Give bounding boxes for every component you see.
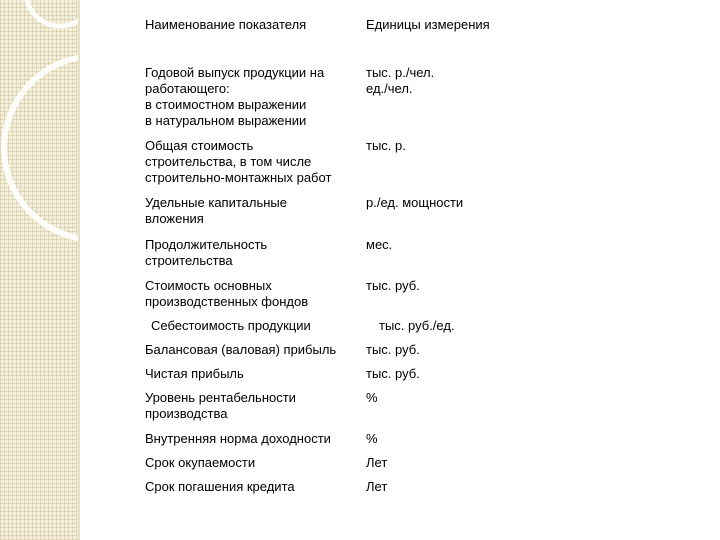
table-row: [145, 390, 665, 431]
row-unit: тыс. руб./ед.: [379, 318, 455, 333]
row-name: Внутренняя норма доходности: [145, 431, 331, 446]
strip-edge-line: [78, 0, 80, 540]
small-decorative-circle: [26, 0, 80, 26]
row-unit: тыс. руб.: [366, 278, 420, 293]
row-unit: тыс. р.: [366, 138, 406, 153]
row-unit: Лет: [366, 455, 388, 470]
table-row: [145, 479, 665, 503]
row-unit: %: [366, 390, 378, 405]
table-header-row: [145, 17, 665, 65]
row-unit: тыс. руб.: [366, 366, 420, 381]
row-name: Годовой выпуск продукции на работающего: в стоимостном выражении в натуральном выражении: [145, 65, 325, 128]
table-row: [145, 138, 665, 195]
row-name: Срок погашения кредита: [145, 479, 295, 494]
table-row: [145, 237, 665, 278]
row-name: Стоимость основных производственных фондов: [145, 278, 309, 309]
row-unit: тыс. руб.: [366, 342, 420, 357]
row-unit: мес.: [366, 237, 393, 252]
row-name: Себестоимость продукции: [151, 318, 311, 333]
table-row: [145, 431, 665, 455]
table-row: [145, 195, 665, 237]
table-row: [145, 65, 665, 138]
row-unit: р./ед. мощности: [366, 195, 464, 210]
row-name: Общая стоимость строительства, в том числе строительно-монтажных работ: [145, 138, 332, 185]
header-name-column: Наименование показателя: [145, 17, 307, 32]
table-row: [145, 455, 665, 479]
decorative-side-strip: [0, 0, 80, 540]
table-row: [145, 278, 665, 318]
row-name: Чистая прибыль: [145, 366, 244, 381]
row-unit: тыс. р./чел. ед./чел.: [366, 65, 435, 96]
row-name: Срок окупаемости: [145, 455, 256, 470]
table-row: [145, 318, 665, 342]
table-row: [145, 366, 665, 390]
row-unit: %: [366, 431, 378, 446]
row-name: Продолжительность строительства: [145, 237, 268, 268]
row-unit: Лет: [366, 479, 388, 494]
row-name: Уровень рентабельности производства: [145, 390, 296, 421]
row-name: Удельные капитальные вложения: [145, 195, 288, 226]
header-unit-column: Единицы измерения: [366, 17, 490, 32]
large-decorative-circle: [4, 56, 80, 240]
indicators-table: [145, 17, 665, 503]
row-name: Балансовая (валовая) прибыль: [145, 342, 337, 357]
table-row: [145, 342, 665, 366]
